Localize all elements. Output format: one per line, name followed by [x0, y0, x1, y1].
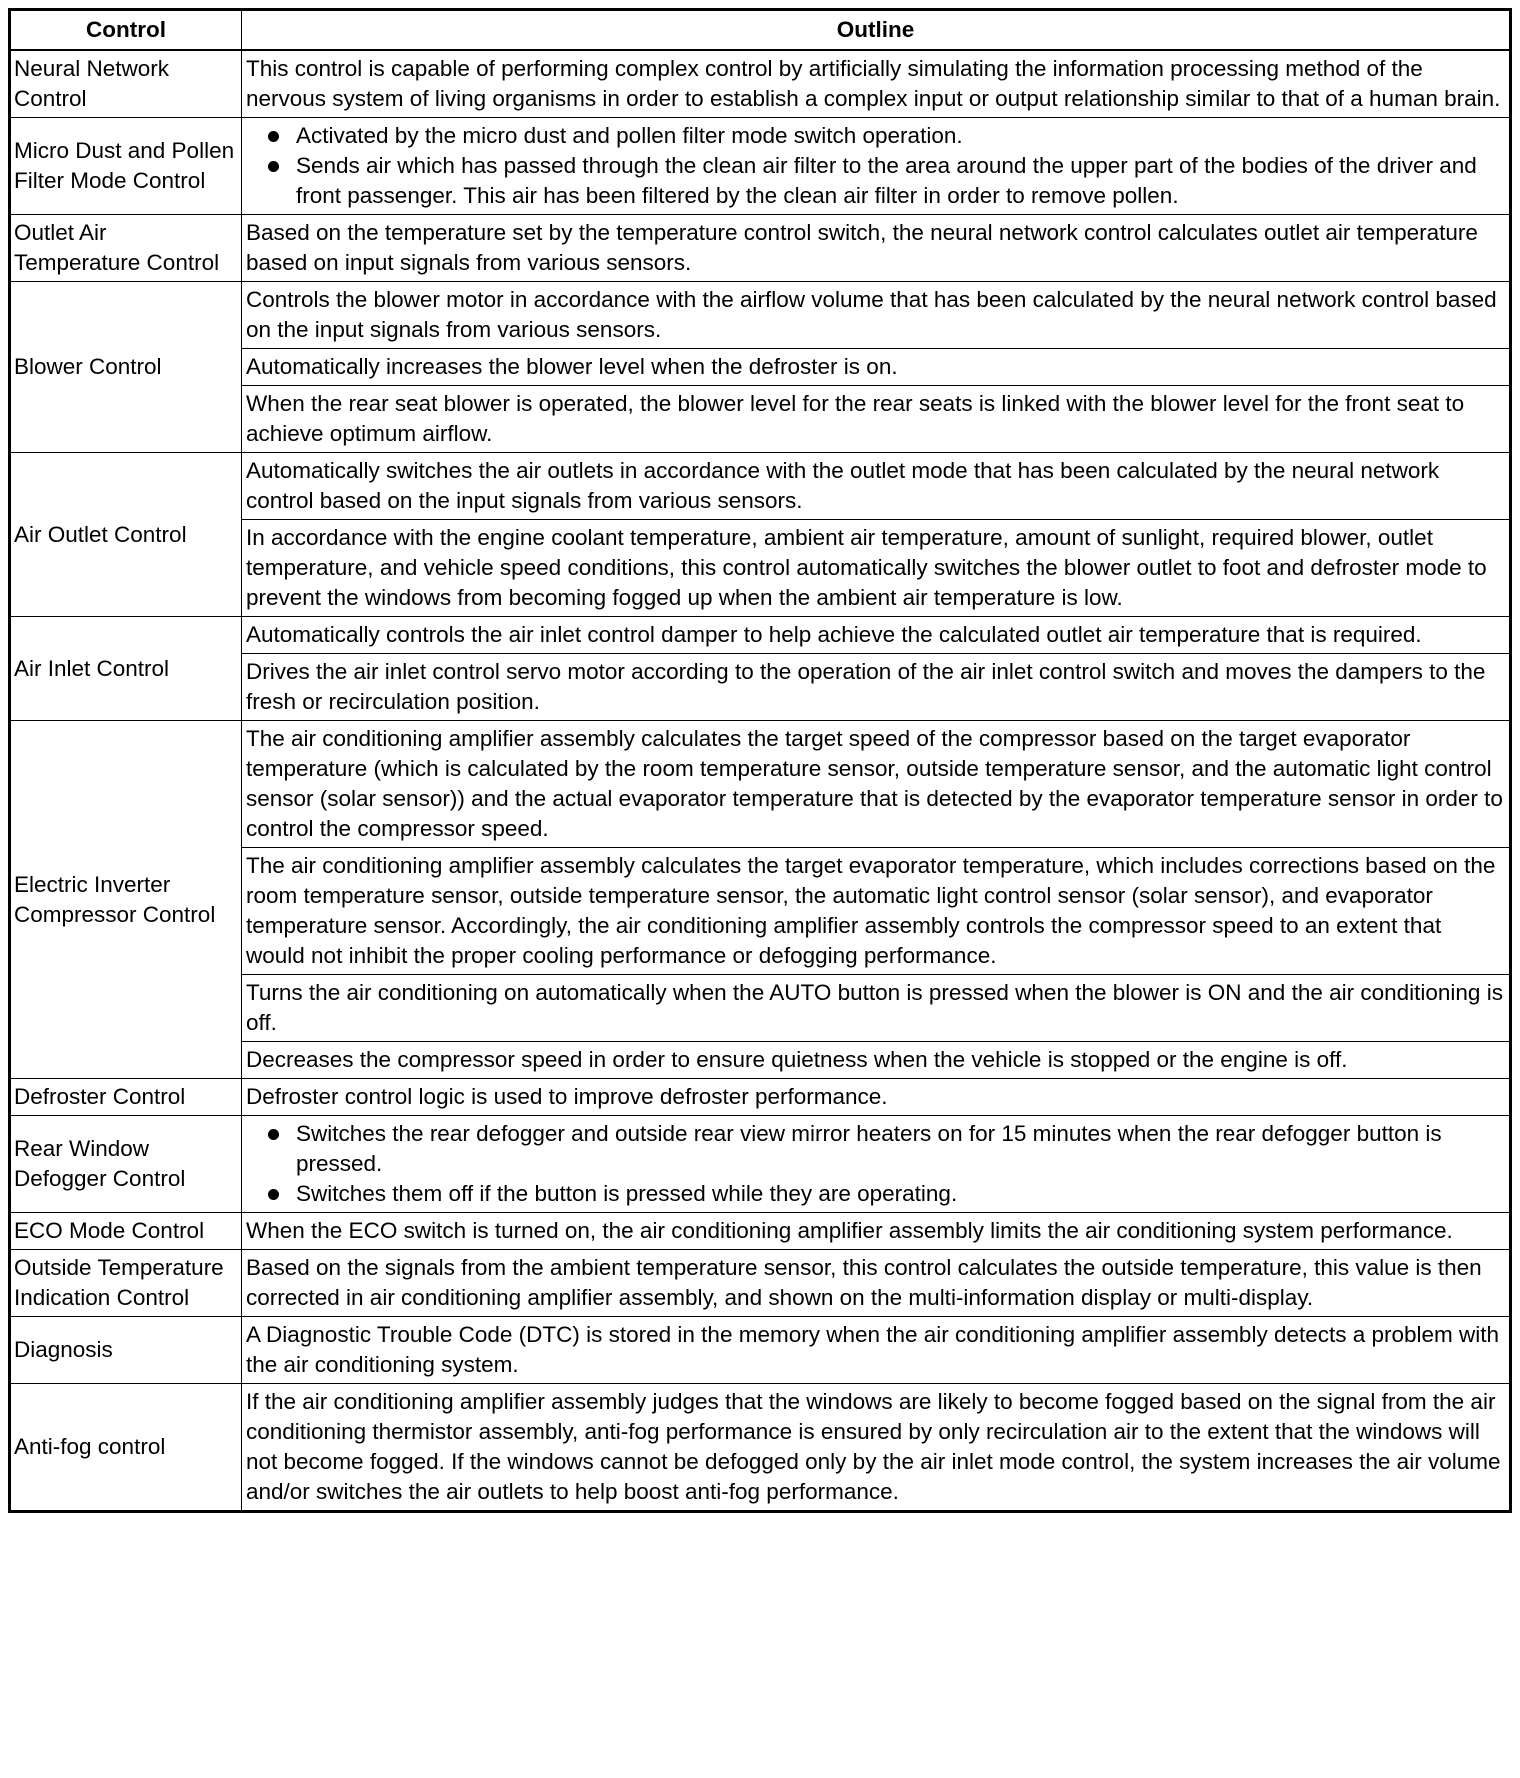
control-name-cell: Diagnosis	[10, 1317, 242, 1384]
outline-cell: Automatically switches the air outlets in accordance with the outlet mode that has been calculated by the neural network control based on the input signals from various sensors.	[242, 453, 1511, 520]
control-name-cell: Micro Dust and Pollen Filter Mode Control	[10, 118, 242, 215]
bullet-icon	[268, 161, 279, 172]
control-outline-table	[8, 8, 1512, 1513]
outline-cell	[242, 1116, 1511, 1213]
table-row	[10, 118, 1511, 215]
table-row	[10, 215, 1511, 282]
control-name-cell: Air Inlet Control	[10, 617, 242, 721]
outline-cell: Decreases the compressor speed in order to ensure quietness when the vehicle is stopped or the engine is off.	[242, 1042, 1511, 1079]
control-name-cell: ECO Mode Control	[10, 1213, 242, 1250]
outline-cell: This control is capable of performing complex control by artificially simulating the information processing method of the nervous system of living organisms in order to establish a complex input or output relationship similar to that of a human brain.	[242, 50, 1511, 118]
bullet-icon	[268, 1189, 279, 1200]
table-row	[10, 1384, 1511, 1512]
outline-cell: Automatically increases the blower level when the defroster is on.	[242, 349, 1511, 386]
bullet-text: Sends air which has passed through the clean air filter to the area around the upper part of the bodies of the driver and front passenger. This air has been filtered by the clean air filter in order to remove pollen.	[296, 153, 1477, 208]
outline-cell: When the ECO switch is turned on, the air conditioning amplifier assembly limits the air conditioning system performance.	[242, 1213, 1511, 1250]
table-row	[10, 1116, 1511, 1213]
table-row	[10, 1250, 1511, 1317]
control-name-cell: Air Outlet Control	[10, 453, 242, 617]
bullet-icon	[268, 131, 279, 142]
bullet-list	[246, 121, 1505, 211]
table-body	[10, 50, 1511, 1512]
control-name-cell: Blower Control	[10, 282, 242, 453]
control-name-cell: Defroster Control	[10, 1079, 242, 1116]
outline-cell	[242, 118, 1511, 215]
control-name-cell: Electric Inverter Compressor Control	[10, 721, 242, 1079]
outline-cell: A Diagnostic Trouble Code (DTC) is stored in the memory when the air conditioning amplifier assembly detects a problem with the air conditioning system.	[242, 1317, 1511, 1384]
column-header-control: Control	[10, 10, 242, 51]
table-row	[10, 1317, 1511, 1384]
outline-cell: If the air conditioning amplifier assembly judges that the windows are likely to become fogged based on the signal from the air conditioning thermistor assembly, anti-fog performance is ensured by only recirculation air to the extent that the windows will not become fogged. If the windows cannot be defogged only by the air inlet mode control, the system increases the air volume and/or switches the air outlets to help boost anti-fog performance.	[242, 1384, 1511, 1512]
table-row	[10, 617, 1511, 654]
control-name-cell: Neural Network Control	[10, 50, 242, 118]
bullet-text: Switches them off if the button is pressed while they are operating.	[296, 1181, 958, 1206]
table-row	[10, 282, 1511, 349]
outline-cell: Based on the temperature set by the temperature control switch, the neural network control calculates outlet air temperature based on input signals from various sensors.	[242, 215, 1511, 282]
bullet-item	[246, 1119, 1505, 1179]
table-row	[10, 1213, 1511, 1250]
outline-cell: Defroster control logic is used to improve defroster performance.	[242, 1079, 1511, 1116]
bullet-text: Switches the rear defogger and outside rear view mirror heaters on for 15 minutes when the rear defogger button is pressed.	[296, 1121, 1442, 1176]
outline-cell: When the rear seat blower is operated, the blower level for the rear seats is linked with the blower level for the front seat to achieve optimum airflow.	[242, 386, 1511, 453]
bullet-list	[246, 1119, 1505, 1209]
table-row	[10, 50, 1511, 118]
outline-cell: Controls the blower motor in accordance with the airflow volume that has been calculated by the neural network control based on the input signals from various sensors.	[242, 282, 1511, 349]
outline-cell: In accordance with the engine coolant temperature, ambient air temperature, amount of sunlight, required blower, outlet temperature, and vehicle speed conditions, this control automatically switches the blower outlet to foot and defroster mode to prevent the windows from becoming fogged up when the ambient air temperature is low.	[242, 520, 1511, 617]
header-row	[10, 10, 1511, 51]
bullet-item	[246, 151, 1505, 211]
table-row	[10, 721, 1511, 848]
table-row	[10, 453, 1511, 520]
outline-cell: Automatically controls the air inlet control damper to help achieve the calculated outlet air temperature that is required.	[242, 617, 1511, 654]
outline-cell: Based on the signals from the ambient temperature sensor, this control calculates the outside temperature, this value is then corrected in air conditioning amplifier assembly, and shown on the multi-information display or multi-display.	[242, 1250, 1511, 1317]
outline-cell: The air conditioning amplifier assembly calculates the target evaporator temperature, which includes corrections based on the room temperature sensor, outside temperature sensor, the automatic light control sensor (solar sensor), and evaporator temperature sensor. Accordingly, the air conditioning amplifier assembly controls the compressor speed to an extent that would not inhibit the proper cooling performance or defogging performance.	[242, 848, 1511, 975]
bullet-text: Activated by the micro dust and pollen filter mode switch operation.	[296, 123, 963, 148]
control-name-cell: Anti-fog control	[10, 1384, 242, 1512]
bullet-item	[246, 1179, 1505, 1209]
outline-cell: Drives the air inlet control servo motor according to the operation of the air inlet control switch and moves the dampers to the fresh or recirculation position.	[242, 654, 1511, 721]
control-name-cell: Outlet Air Temperature Control	[10, 215, 242, 282]
control-name-cell: Outside Temperature Indication Control	[10, 1250, 242, 1317]
table-row	[10, 1079, 1511, 1116]
outline-cell: The air conditioning amplifier assembly calculates the target speed of the compressor based on the target evaporator temperature (which is calculated by the room temperature sensor, outside temperature sensor, and the automatic light control sensor (solar sensor)) and the actual evaporator temperature that is detected by the evaporator temperature sensor in order to control the compressor speed.	[242, 721, 1511, 848]
bullet-item	[246, 121, 1505, 151]
outline-cell: Turns the air conditioning on automatically when the AUTO button is pressed when the blower is ON and the air conditioning is off.	[242, 975, 1511, 1042]
bullet-icon	[268, 1129, 279, 1140]
control-name-cell: Rear Window Defogger Control	[10, 1116, 242, 1213]
column-header-outline: Outline	[242, 10, 1511, 51]
